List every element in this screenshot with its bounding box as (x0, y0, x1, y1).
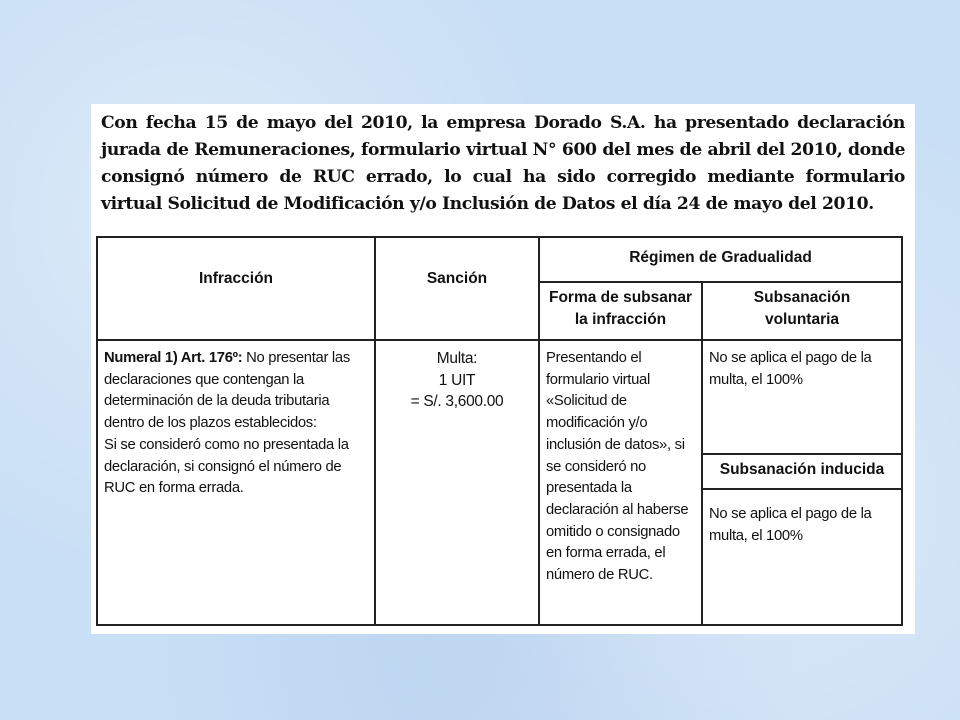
voluntaria-cell: No se aplica el pago de la multa, el 100% (709, 350, 872, 388)
infraccion-cell (104, 348, 370, 500)
table-divider (701, 488, 901, 490)
forma-cell: Presentando el formulario virtual «Solicitud de modificación y/o inclusión de datos», si se consideró no presentada la declaración al haberse omitido o consignado en forma errada, el número de RUC. (546, 350, 689, 584)
sancion-line2: 1 UIT (438, 371, 476, 389)
header-inducida: Subsanación inducida (719, 461, 885, 478)
table-divider (538, 281, 901, 283)
document-image (91, 104, 915, 634)
table-divider (701, 453, 901, 455)
sancion-cell (376, 348, 538, 413)
infraccion-description: No presentar las declaraciones que contengan la determinación de la deuda tributaria dentro de los plazos establecidos: (104, 350, 350, 432)
table-divider (374, 238, 376, 624)
header-forma (540, 287, 701, 331)
header-voluntaria (703, 287, 901, 331)
sancion-line3: = S/. 3,600.00 (410, 393, 504, 411)
inducida-cell: No se aplica el pago de la multa, el 100% (709, 506, 872, 544)
header-infraccion: Infracción (198, 270, 274, 287)
gradualidad-table (96, 236, 903, 626)
intro-paragraph: Con fecha 15 de mayo del 2010, la empresa Dorado S.A. ha presentado declaración jurada de Remuneraciones, formulario virtual N° 600 del mes de abril del 2010, donde consignó número de RUC errado, lo cual ha sido corregido mediante formulario virtual Solicitud de Modificación y/o Inclusión de Datos el día 24 de mayo del 2010. (101, 113, 905, 214)
header-sancion: Sanción (426, 270, 488, 287)
table-divider (98, 339, 901, 341)
header-regimen: Régimen de Gradualidad (629, 249, 812, 266)
header-forma-line1: Forma de subsanar (549, 289, 692, 306)
infraccion-condition: Si se consideró como no presentada la declaración, si consignó el número de RUC en forma errada. (104, 436, 349, 497)
header-voluntaria-line1: Subsanación (753, 289, 851, 306)
infraccion-article: Numeral 1) Art. 176º: (104, 350, 243, 366)
header-forma-line2: la infracción (574, 311, 667, 328)
sancion-line1: Multa: (436, 350, 478, 367)
header-voluntaria-line2: voluntaria (764, 311, 840, 328)
